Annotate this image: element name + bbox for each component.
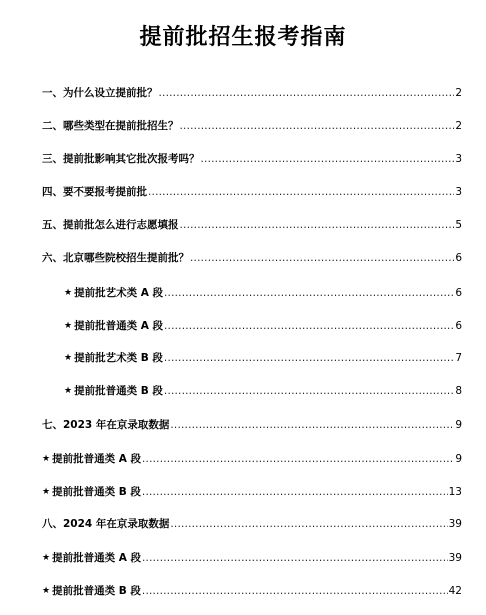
toc-leader-dots bbox=[164, 384, 454, 398]
toc-leader-dots bbox=[164, 351, 454, 365]
toc-subentry[interactable] bbox=[42, 582, 462, 598]
toc-leader-dots bbox=[159, 86, 455, 100]
toc-entry-label: 提前批普通类 B 段 bbox=[52, 585, 141, 597]
toc-subentry[interactable] bbox=[42, 483, 462, 499]
star-icon: ★ bbox=[42, 553, 51, 563]
toc-leader-dots bbox=[142, 485, 448, 499]
star-icon: ★ bbox=[64, 386, 73, 396]
toc-entry[interactable] bbox=[42, 183, 462, 199]
toc-entry[interactable] bbox=[42, 150, 462, 166]
toc-subentry[interactable] bbox=[64, 317, 462, 333]
toc-entry-label: 五、提前批怎么进行志愿填报 bbox=[42, 219, 179, 231]
toc-entry[interactable] bbox=[42, 515, 462, 531]
toc-leader-dots bbox=[170, 517, 447, 531]
toc-leader-dots bbox=[170, 418, 454, 432]
toc-entry-label: 提前批普通类 A 段 bbox=[74, 320, 164, 332]
toc-subentry[interactable] bbox=[42, 549, 462, 565]
star-icon: ★ bbox=[42, 487, 51, 497]
toc-entry-page: 9 bbox=[455, 419, 462, 431]
toc-entry-label: 八、2024 年在京录取数据 bbox=[42, 518, 170, 530]
toc-leader-dots bbox=[164, 286, 454, 300]
toc-entry-page: 39 bbox=[448, 552, 462, 564]
toc-entry-label: 六、北京哪些院校招生提前批？ bbox=[42, 252, 189, 264]
toc-entry-page: 2 bbox=[455, 87, 462, 99]
document-title: 提前批招生报考指南 bbox=[139, 25, 347, 50]
toc-entry[interactable] bbox=[42, 416, 462, 432]
toc-entry-page: 6 bbox=[455, 287, 462, 299]
toc-entry-label: 四、要不要报考提前批 bbox=[42, 186, 147, 198]
toc-entry-page: 39 bbox=[448, 518, 462, 530]
toc-entry-label: 提前批艺术类 B 段 bbox=[74, 352, 163, 364]
toc-entry-page: 8 bbox=[455, 385, 462, 397]
star-icon: ★ bbox=[64, 288, 73, 298]
toc-leader-dots bbox=[148, 185, 454, 199]
toc-entry-label: 提前批普通类 B 段 bbox=[74, 385, 163, 397]
toc-leader-dots bbox=[142, 452, 454, 466]
toc-entry-page: 5 bbox=[455, 219, 462, 231]
toc-entry-page: 3 bbox=[455, 186, 462, 198]
toc-entry[interactable] bbox=[42, 117, 462, 133]
toc-entry[interactable] bbox=[42, 216, 462, 232]
toc-leader-dots bbox=[142, 551, 448, 565]
star-icon: ★ bbox=[64, 321, 73, 331]
toc-leader-dots bbox=[190, 251, 454, 265]
toc-subentry[interactable] bbox=[64, 284, 462, 300]
toc-entry[interactable] bbox=[42, 249, 462, 265]
toc-entry[interactable] bbox=[42, 84, 462, 100]
toc-entry-page: 2 bbox=[455, 120, 462, 132]
star-icon: ★ bbox=[64, 353, 73, 363]
toc-leader-dots bbox=[180, 218, 455, 232]
toc-entry-page: 3 bbox=[455, 153, 462, 165]
toc-leader-dots bbox=[201, 152, 455, 166]
toc-leader-dots bbox=[142, 584, 448, 598]
toc-entry-label: 三、提前批影响其它批次报考吗？ bbox=[42, 153, 200, 165]
toc-entry-label: 提前批普通类 A 段 bbox=[52, 552, 142, 564]
toc-entry-page: 13 bbox=[448, 486, 462, 498]
toc-entry-page: 42 bbox=[448, 585, 462, 597]
toc-entry-page: 9 bbox=[455, 453, 462, 465]
star-icon: ★ bbox=[42, 454, 51, 464]
toc-subentry[interactable] bbox=[64, 349, 462, 365]
toc-entry-label: 二、哪些类型在提前批招生？ bbox=[42, 120, 179, 132]
toc-leader-dots bbox=[164, 319, 454, 333]
toc-entry-label: 七、2023 年在京录取数据 bbox=[42, 419, 170, 431]
toc-entry-page: 6 bbox=[455, 252, 462, 264]
toc-leader-dots bbox=[180, 119, 455, 133]
toc-entry-label: 提前批普通类 B 段 bbox=[52, 486, 141, 498]
toc-entry-page: 6 bbox=[455, 320, 462, 332]
toc-subentry[interactable] bbox=[64, 382, 462, 398]
toc-entry-label: 一、为什么设立提前批？ bbox=[42, 87, 158, 99]
toc-entry-page: 7 bbox=[455, 352, 462, 364]
toc-entry-label: 提前批艺术类 A 段 bbox=[74, 287, 164, 299]
star-icon: ★ bbox=[42, 586, 51, 596]
toc-entry-label: 提前批普通类 A 段 bbox=[52, 453, 142, 465]
toc-subentry[interactable] bbox=[42, 450, 462, 466]
